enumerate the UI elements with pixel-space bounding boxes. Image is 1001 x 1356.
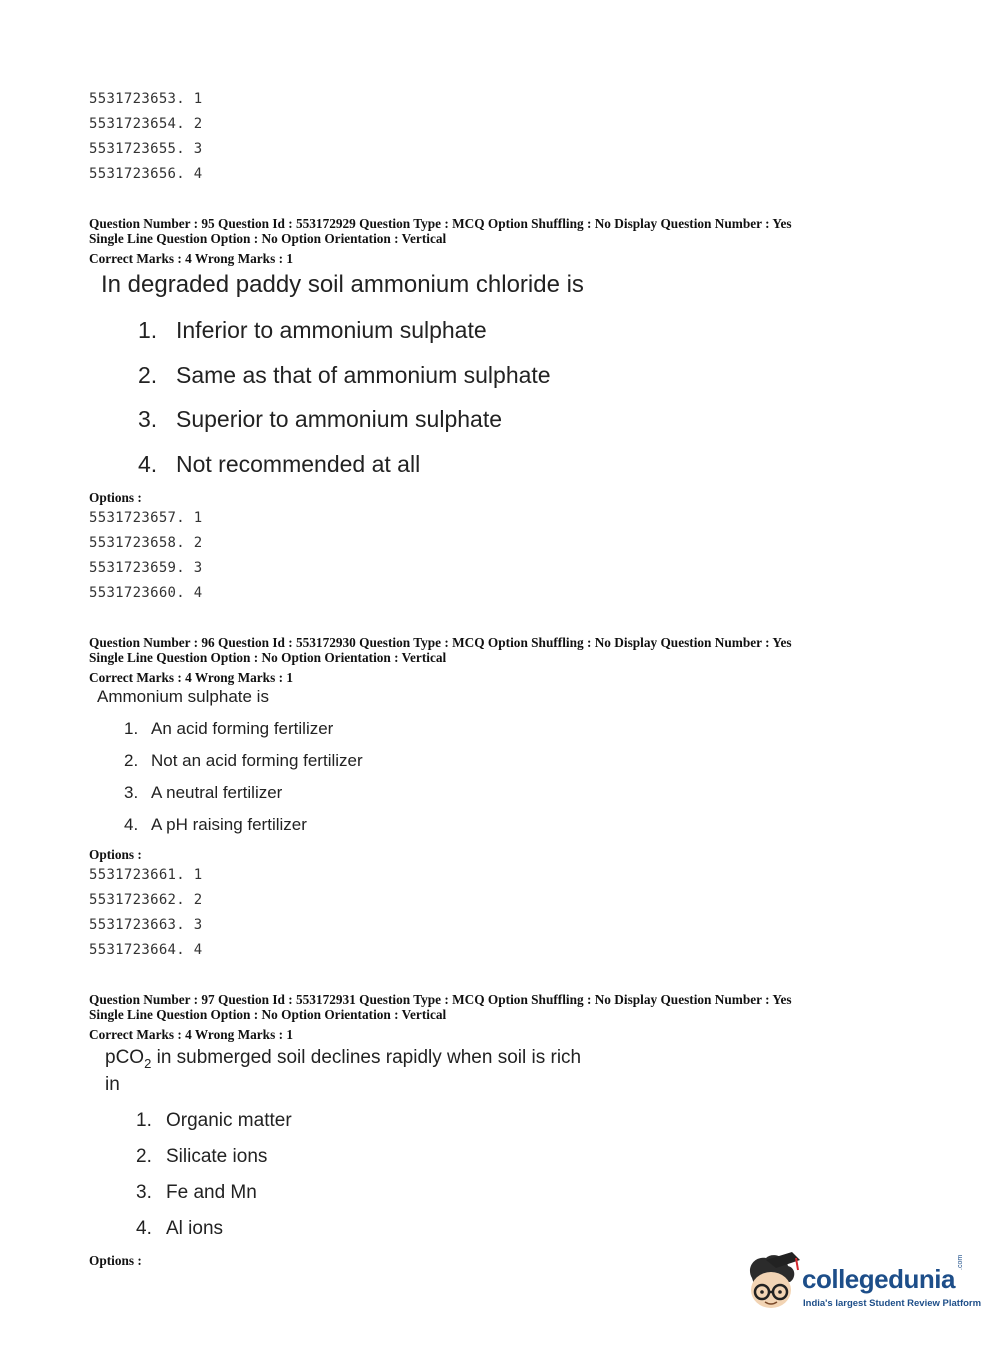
option-id-line: 5531723659. 3 [89, 560, 203, 576]
choice-text: Silicate ions [166, 1146, 268, 1167]
choice-number: 2. [124, 751, 139, 770]
subscript: 2 [144, 1055, 152, 1071]
option-id-line: 5531723658. 2 [89, 535, 203, 551]
option-id-line: 5531723653. 1 [89, 91, 203, 107]
choice-number: 3. [136, 1182, 152, 1203]
choice-text: A neutral fertilizer [151, 783, 283, 802]
mascot-icon [742, 1250, 802, 1312]
question-marks: Correct Marks : 4 Wrong Marks : 1 [89, 1027, 293, 1042]
choice-number: 4. [138, 451, 158, 477]
question-choice [138, 317, 487, 344]
choice-text: Inferior to ammonium sulphate [176, 317, 487, 343]
question-text-post: in submerged soil declines rapidly when soil is rich [151, 1047, 582, 1068]
choice-number: 1. [124, 719, 139, 738]
option-id-line: 5531723657. 1 [89, 510, 203, 526]
choice-number: 3. [124, 783, 139, 802]
question-choice [136, 1182, 257, 1204]
option-id-line: 5531723661. 1 [89, 867, 203, 883]
question-marks: Correct Marks : 4 Wrong Marks : 1 [89, 670, 293, 685]
choice-text: Fe and Mn [166, 1182, 257, 1203]
question-text: Ammonium sulphate is [97, 687, 269, 706]
logo-wordmark: collegedunia [802, 1264, 955, 1294]
question-meta-line1: Question Number : 97 Question Id : 553172931 Question Type : MCQ Option Shuffling : No Display Question Number : Yes [89, 992, 792, 1007]
option-id-line: 5531723664. 4 [89, 942, 203, 958]
choice-number: 3. [138, 406, 158, 432]
logo-tagline: India's largest Student Review Platform [803, 1298, 982, 1309]
question-choice [136, 1146, 267, 1168]
logo-suffix: .com [957, 1254, 964, 1270]
question-meta-line2: Single Line Question Option : No Option Orientation : Vertical [89, 231, 447, 246]
option-id-line: 5531723654. 2 [89, 116, 203, 132]
collegedunia-logo [742, 1250, 982, 1320]
choice-text: A pH raising fertilizer [151, 815, 307, 834]
option-id-line: 5531723663. 3 [89, 917, 203, 933]
question-meta-line1: Question Number : 96 Question Id : 553172930 Question Type : MCQ Option Shuffling : No Display Question Number : Yes [89, 635, 792, 650]
choice-text: Same as that of ammonium sulphate [176, 362, 551, 388]
question-choice [138, 451, 420, 478]
choice-number: 1. [138, 317, 158, 343]
choice-text: Not an acid forming fertilizer [151, 751, 363, 770]
choice-number: 4. [124, 815, 139, 834]
choice-text: Not recommended at all [176, 451, 421, 477]
question-choice [124, 815, 307, 835]
choice-number: 2. [136, 1146, 152, 1167]
question-text [105, 1047, 581, 1071]
question-choice [124, 719, 333, 739]
question-choice [124, 783, 282, 803]
question-text-pre: pCO [105, 1047, 145, 1068]
question-marks: Correct Marks : 4 Wrong Marks : 1 [89, 251, 293, 266]
choice-text: Organic matter [166, 1110, 292, 1131]
choice-text: An acid forming fertilizer [151, 719, 334, 738]
question-choice [124, 751, 363, 771]
options-label: Options : [89, 847, 142, 862]
question-text: In degraded paddy soil ammonium chloride is [101, 271, 584, 298]
option-id-line: 5531723660. 4 [89, 585, 203, 601]
choice-text: Al ions [166, 1218, 224, 1239]
question-text-line2: in [105, 1074, 120, 1095]
choice-number: 1. [136, 1110, 152, 1131]
choice-number: 4. [136, 1218, 152, 1239]
question-choice [136, 1110, 292, 1132]
question-choice [138, 406, 502, 433]
choice-number: 2. [138, 362, 158, 388]
options-label: Options : [89, 1253, 142, 1268]
option-id-line: 5531723662. 2 [89, 892, 203, 908]
options-label: Options : [89, 490, 142, 505]
option-id-line: 5531723656. 4 [89, 166, 203, 182]
question-meta-line2: Single Line Question Option : No Option Orientation : Vertical [89, 650, 447, 665]
question-meta-line2: Single Line Question Option : No Option Orientation : Vertical [89, 1007, 447, 1022]
question-choice [138, 362, 551, 389]
option-id-line: 5531723655. 3 [89, 141, 203, 157]
question-meta-line1: Question Number : 95 Question Id : 553172929 Question Type : MCQ Option Shuffling : No Display Question Number : Yes [89, 216, 792, 231]
question-choice [136, 1218, 223, 1240]
choice-text: Superior to ammonium sulphate [176, 406, 502, 432]
